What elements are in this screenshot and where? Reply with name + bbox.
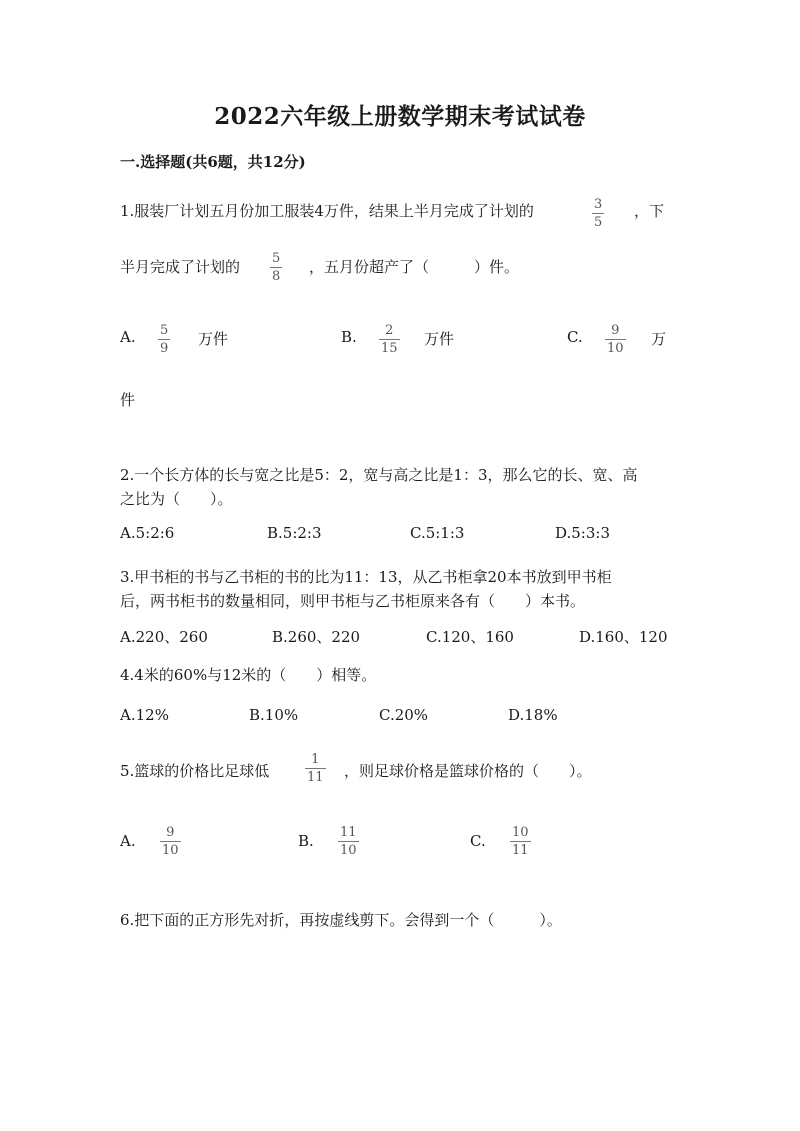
section-heading: 一.选择题(共6题，共12分) (120, 153, 306, 171)
q1-option-c-label[interactable]: C. (567, 328, 583, 346)
q1-option-b-fraction[interactable] (379, 323, 400, 356)
q5-option-b-fraction[interactable] (338, 825, 359, 858)
q6-line1: 6.把下面的正方形先对折，再按虚线剪下。会得到一个（ ）。 (120, 911, 562, 929)
q4-option-a[interactable]: A.12% (120, 706, 169, 724)
q1-line2-end: ，五月份超产了（ ）件。 (309, 258, 520, 276)
q2-option-d[interactable]: D.5:3:3 (555, 524, 610, 542)
q5-option-a-label[interactable]: A. (120, 832, 136, 850)
denominator: 10 (340, 843, 357, 858)
denominator: 5 (594, 215, 603, 230)
q4-option-d[interactable]: D.18% (508, 706, 558, 724)
q5-option-b-label[interactable]: B. (298, 832, 314, 850)
numerator: 11 (340, 825, 357, 840)
denominator: 11 (307, 770, 324, 785)
q1-option-a-unit: 万件 (198, 330, 229, 348)
q1-option-c-fraction[interactable] (605, 323, 626, 356)
numerator: 1 (311, 752, 320, 767)
numerator: 9 (166, 825, 175, 840)
q3-line2: 后，两书柜书的数量相同，则甲书柜与乙书柜原来各有（ ）本书。 (120, 592, 586, 610)
q5-option-c-label[interactable]: C. (470, 832, 486, 850)
q3-option-b[interactable]: B.260、220 (272, 628, 361, 646)
q5-line1-end: ，则足球价格是篮球价格的（ ）。 (344, 762, 592, 780)
denominator: 15 (381, 341, 398, 356)
denominator: 9 (160, 341, 169, 356)
q1-fraction-1 (592, 197, 604, 230)
numerator: 2 (385, 323, 394, 338)
q5-option-c-fraction[interactable] (510, 825, 531, 858)
q5-option-a-fraction[interactable] (160, 825, 181, 858)
q2-line1: 2.一个长方体的长与宽之比是5：2，宽与高之比是1：3，那么它的长、宽、高 (120, 466, 638, 484)
q1-option-b-unit: 万件 (424, 330, 455, 348)
q3-option-d[interactable]: D.160、120 (579, 628, 668, 646)
q5-line1: 5.篮球的价格比足球低 (120, 762, 270, 780)
denominator: 10 (607, 341, 624, 356)
q3-option-a[interactable]: A.220、260 (120, 628, 208, 646)
q1-option-a-label[interactable]: A. (120, 328, 136, 346)
q1-option-c-wrap: 件 (120, 391, 136, 409)
q4-line1: 4.4米的60%与12米的（ ）相等。 (120, 666, 377, 684)
q1-line1: 1.服装厂计划五月份加工服装4万件，结果上半月完成了计划的 (120, 202, 534, 220)
q4-option-c[interactable]: C.20% (379, 706, 429, 724)
q1-fraction-2 (270, 251, 282, 284)
numerator: 9 (611, 323, 620, 338)
denominator: 8 (272, 269, 281, 284)
q3-option-c[interactable]: C.120、160 (426, 628, 514, 646)
q2-line2: 之比为（ ）。 (120, 490, 233, 508)
q2-option-b[interactable]: B.5:2:3 (267, 524, 322, 542)
q1-line1-end: ，下 (634, 202, 665, 220)
q3-line1: 3.甲书柜的书与乙书柜的书的比为11：13，从乙书柜拿20本书放到甲书柜 (120, 568, 612, 586)
numerator: 5 (272, 251, 281, 266)
q1-line2: 半月完成了计划的 (120, 258, 241, 276)
numerator: 5 (160, 323, 169, 338)
q5-fraction (305, 752, 326, 785)
page-title: 2022六年级上册数学期末考试试卷 (214, 103, 586, 130)
q1-option-b-label[interactable]: B. (341, 328, 357, 346)
q2-option-a[interactable]: A.5:2:6 (120, 524, 175, 542)
denominator: 11 (512, 843, 529, 858)
numerator: 3 (594, 197, 603, 212)
q1-option-a-fraction[interactable] (158, 323, 170, 356)
q1-option-c-unit: 万 (651, 330, 667, 348)
q2-option-c[interactable]: C.5:1:3 (410, 524, 465, 542)
q4-option-b[interactable]: B.10% (249, 706, 299, 724)
numerator: 10 (512, 825, 529, 840)
denominator: 10 (162, 843, 179, 858)
